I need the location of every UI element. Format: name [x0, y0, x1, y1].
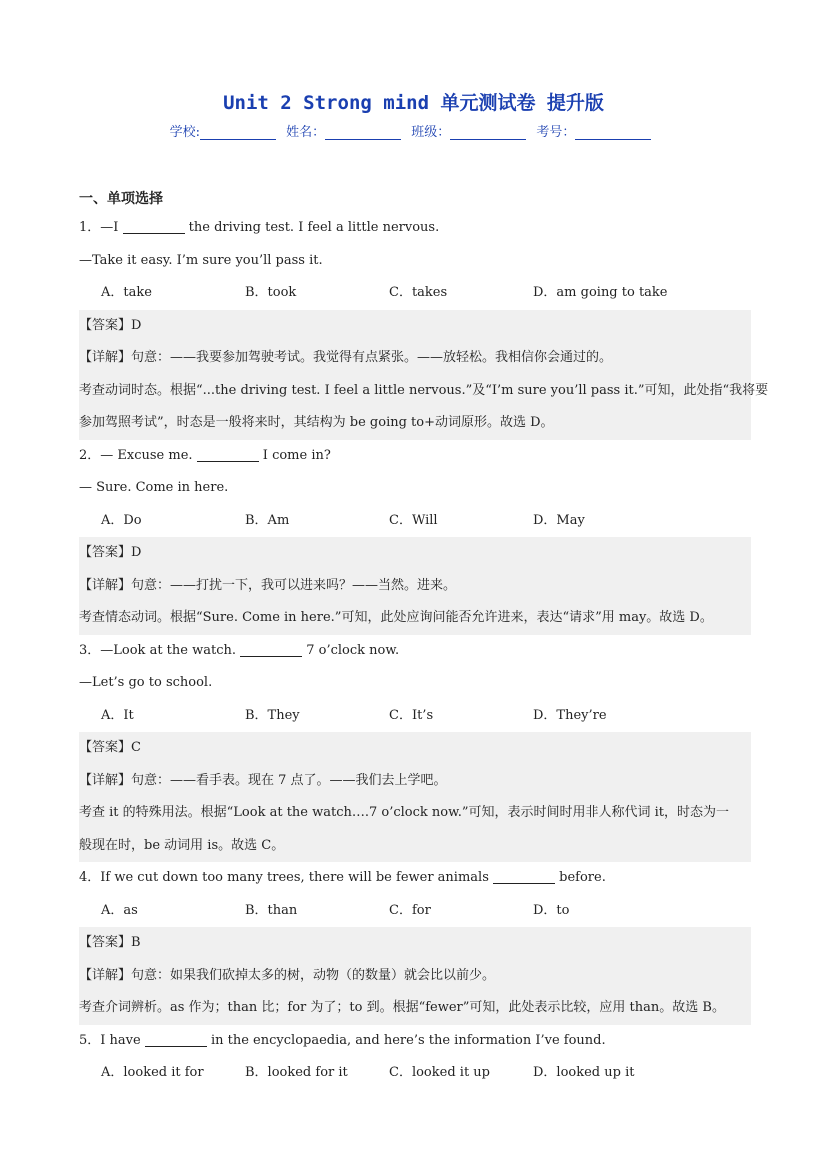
school-blank[interactable]: [200, 125, 276, 140]
option-b: B．They: [245, 707, 300, 723]
option-b: B．Am: [245, 512, 290, 528]
question-2-answer-box: [79, 537, 751, 635]
questions: [79, 212, 769, 1090]
question-2-options: [79, 505, 751, 538]
option-a: A．It: [101, 707, 134, 723]
option-b: B．looked for it: [245, 1065, 348, 1080]
question-3-stem: 3．—Look at the watch. 7 o’clock now.: [79, 642, 400, 658]
answer-label: 【答案】D: [79, 545, 142, 560]
name-blank[interactable]: [325, 125, 401, 140]
question-4-options: [79, 895, 751, 928]
document-title: Unit 2 Strong mind 单元测试卷 提升版: [223, 92, 604, 114]
question-5-options: [79, 1057, 751, 1090]
question-1-response: —Take it easy. I’m sure you’ll pass it.: [79, 252, 323, 268]
explanation-line: 【详解】句意：如果我们砍掉太多的树，动物（的数量）就会比以前少。: [79, 967, 496, 983]
question-1-options: [79, 277, 751, 310]
option-a: A．as: [101, 902, 138, 918]
answer-label: 【答案】D: [79, 317, 142, 333]
option-a: A．Do: [101, 512, 142, 528]
answer-blank: [145, 1032, 207, 1047]
option-a: A．looked it for: [101, 1065, 204, 1080]
question-3-response: —Let’s go to school.: [79, 675, 213, 690]
explanation-line: 考查动词时态。根据“...the driving test. I feel a little nervous.”及“I’m sure you’ll pass it.”可知，此处指“我将要: [79, 382, 769, 398]
answer-blank: [123, 219, 185, 234]
question-3-options: [79, 700, 751, 733]
explanation-line: 【详解】句意：——我要参加驾驶考试。我觉得有点紧张。——放轻松。我相信你会通过的。: [79, 350, 613, 365]
option-c: C．takes: [389, 285, 448, 300]
explanation-line: 般现在时，be 动词用 is。故选 C。: [79, 837, 285, 853]
answer-label: 【答案】C: [79, 740, 141, 755]
option-c: C．Will: [389, 512, 438, 528]
answer-blank: [197, 447, 259, 462]
number-label: 考号：: [536, 125, 576, 140]
option-b: B．than: [245, 902, 298, 918]
option-d: D．am going to take: [533, 285, 668, 300]
explanation-line: 考查情态动词。根据“Sure. Come in here.”可知，此处应询问能否允许进来，表达“请求”用 may。故选 D。: [79, 610, 713, 625]
option-c: C．It’s: [389, 707, 434, 723]
question-2-response: — Sure. Come in here.: [79, 480, 229, 495]
option-a: A．take: [101, 285, 152, 300]
question-1-stem: 1．—I the driving test. I feel a little nervous.: [79, 220, 440, 235]
explanation-line: 参加驾照考试”，时态是一般将来时，其结构为 be going to+动词原形。故选 D。: [79, 415, 554, 430]
question-1-answer-box: [79, 310, 769, 440]
number-blank[interactable]: [575, 125, 651, 140]
question-3-answer-box: [79, 732, 751, 862]
option-b: B．took: [245, 285, 297, 300]
answer-label: 【答案】B: [79, 935, 141, 950]
student-info-line: [0, 121, 827, 140]
school-label: 学校:: [169, 125, 200, 140]
option-d: D．They’re: [533, 707, 607, 723]
class-label: 班级：: [411, 125, 451, 140]
question-2-stem: 2．— Excuse me. I come in?: [79, 447, 331, 463]
option-d: D．looked up it: [533, 1065, 635, 1080]
option-d: D．to: [533, 902, 570, 918]
option-d: D．May: [533, 512, 585, 528]
explanation-line: 【详解】句意：——打扰一下，我可以进来吗？——当然。进来。: [79, 577, 457, 593]
question-5-stem: 5．I have in the encyclopaedia, and here’s the information I’ve found.: [79, 1032, 606, 1048]
name-label: 姓名：: [286, 125, 326, 140]
question-4-stem: 4．If we cut down too many trees, there will be fewer animals before.: [79, 870, 606, 885]
explanation-line: 考查 it 的特殊用法。根据“Look at the watch….7 o’clock now.”可知，表示时间时用非人称代词 it，时态为一: [79, 805, 730, 820]
section-title: 一、单项选择: [79, 191, 163, 207]
explanation-line: 【详解】句意：——看手表。现在 7 点了。——我们去上学吧。: [79, 772, 447, 788]
answer-blank: [493, 869, 555, 884]
question-4-answer-box: [79, 927, 751, 1025]
class-blank[interactable]: [450, 125, 526, 140]
option-c: C．for: [389, 902, 431, 918]
answer-blank: [240, 642, 302, 657]
explanation-line: 考查介词辨析。as 作为；than 比；for 为了；to 到。根据“fewer”可知，此处表示比较，应用 than。故选 B。: [79, 1000, 725, 1015]
option-c: C．looked it up: [389, 1065, 490, 1080]
